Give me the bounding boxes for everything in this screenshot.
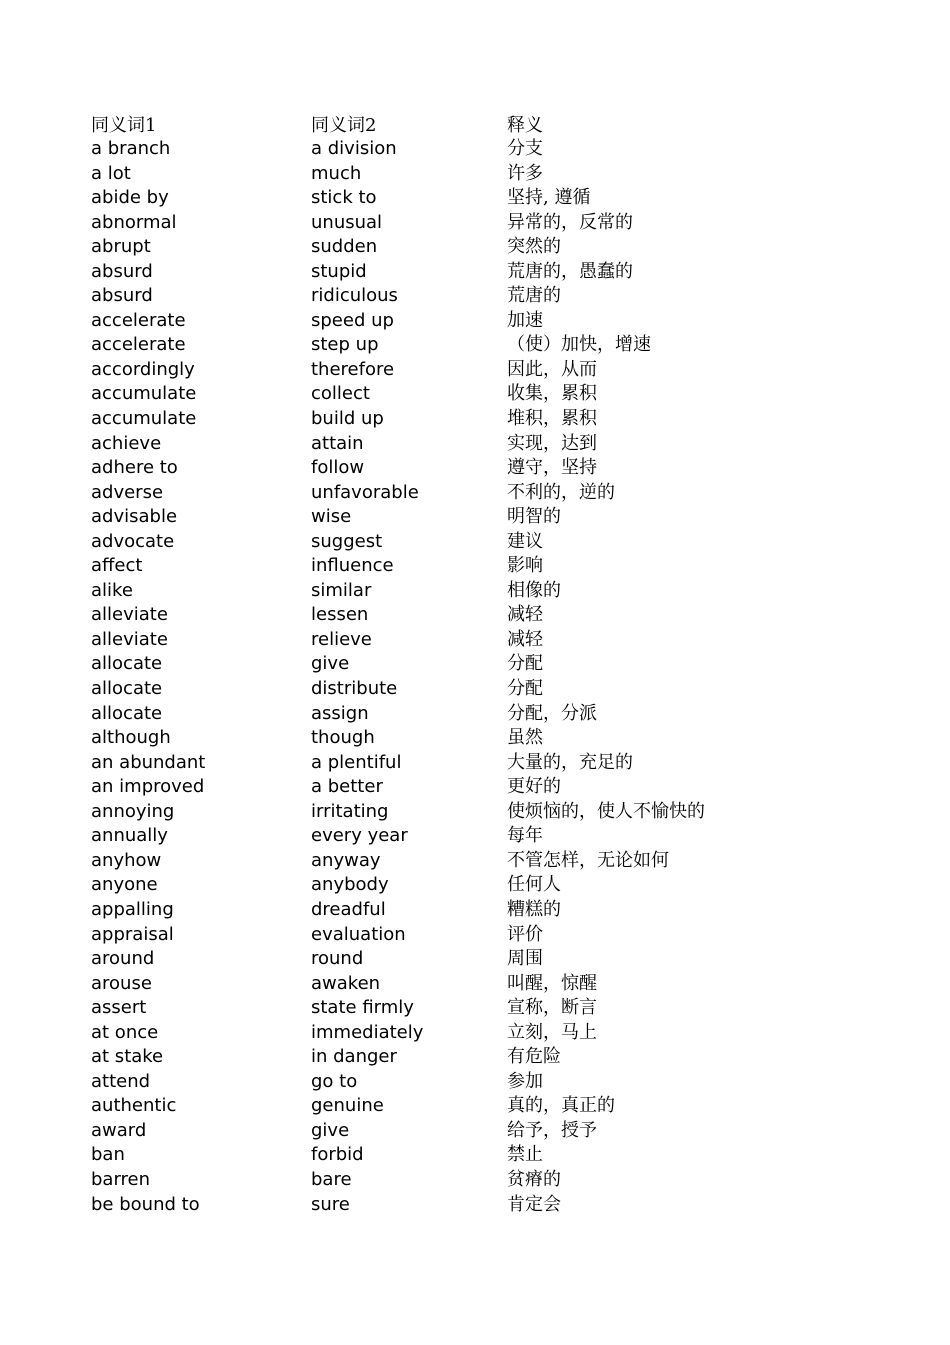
header-synonym-2: 同义词2 <box>311 115 377 136</box>
table-row <box>91 923 791 948</box>
synonym-1-cell: ban <box>91 1144 125 1166</box>
meaning-cell: 堆积，累积 <box>507 408 597 430</box>
synonym-1-cell: allocate <box>91 653 163 675</box>
table-row <box>91 284 791 309</box>
synonym-1-cell: award <box>91 1119 147 1141</box>
synonym-1-cell: assert <box>91 997 147 1019</box>
table-row <box>91 628 791 653</box>
synonym-1-cell: a lot <box>91 162 131 184</box>
meaning-cell: 大量的，充足的 <box>507 751 633 773</box>
synonym-2-cell: stupid <box>311 260 367 282</box>
table-row <box>91 211 791 236</box>
meaning-cell: 不利的，逆的 <box>507 481 615 503</box>
meaning-cell: 评价 <box>507 923 543 945</box>
table-row <box>91 358 791 383</box>
meaning-cell: 周围 <box>507 948 543 970</box>
table-row <box>91 432 791 457</box>
synonym-1-cell: absurd <box>91 285 153 307</box>
meaning-cell: 坚持, 遵循 <box>507 187 591 209</box>
meaning-cell: 立刻，马上 <box>507 1021 597 1043</box>
table-row <box>91 1094 791 1119</box>
meaning-cell: 使烦恼的，使人不愉快的 <box>507 800 705 822</box>
table-row <box>91 800 791 825</box>
synonym-1-cell: abrupt <box>91 236 151 258</box>
synonym-2-cell: much <box>311 162 362 184</box>
synonym-1-cell: adhere to <box>91 457 178 479</box>
table-row <box>91 996 791 1021</box>
synonym-2-cell: unusual <box>311 211 383 233</box>
meaning-cell: 糟糕的 <box>507 898 561 920</box>
table-row <box>91 972 791 997</box>
synonym-1-cell: be bound to <box>91 1193 200 1215</box>
table-row <box>91 873 791 898</box>
table-body <box>91 137 791 1217</box>
synonym-2-cell: anyway <box>311 849 381 871</box>
table-row <box>91 702 791 727</box>
synonym-1-cell: annually <box>91 825 168 847</box>
meaning-cell: 异常的，反常的 <box>507 211 633 233</box>
synonym-2-cell: relieve <box>311 628 372 650</box>
synonym-2-cell: evaluation <box>311 923 406 945</box>
synonym-2-cell: suggest <box>311 530 383 552</box>
synonym-1-cell: accumulate <box>91 383 197 405</box>
synonym-2-cell: similar <box>311 579 372 601</box>
synonym-1-cell: authentic <box>91 1095 177 1117</box>
meaning-cell: 实现，达到 <box>507 432 597 454</box>
table-row <box>91 333 791 358</box>
table-header-row <box>91 115 791 137</box>
meaning-cell: 遵守，坚持 <box>507 457 597 479</box>
table-row <box>91 775 791 800</box>
synonym-2-cell: attain <box>311 432 364 454</box>
table-row <box>91 603 791 628</box>
table-row <box>91 309 791 334</box>
table-row <box>91 849 791 874</box>
synonym-2-cell: wise <box>311 506 352 528</box>
synonym-1-cell: an improved <box>91 776 205 798</box>
meaning-cell: 分配 <box>507 678 543 700</box>
synonym-2-cell: in danger <box>311 1046 397 1068</box>
meaning-cell: 分支 <box>507 138 543 159</box>
table-row <box>91 260 791 285</box>
synonym-2-cell: anybody <box>311 874 389 896</box>
synonym-1-cell: abnormal <box>91 211 177 233</box>
table-row <box>91 751 791 776</box>
synonym-2-cell: a division <box>311 138 397 159</box>
table-row <box>91 947 791 972</box>
synonym-1-cell: appraisal <box>91 923 174 945</box>
table-row <box>91 382 791 407</box>
meaning-cell: 真的，真正的 <box>507 1095 615 1117</box>
table-row <box>91 677 791 702</box>
meaning-cell: 参加 <box>507 1070 543 1092</box>
synonym-1-cell: arouse <box>91 972 152 994</box>
synonym-2-cell: distribute <box>311 678 398 700</box>
synonym-2-cell: unfavorable <box>311 481 419 503</box>
table-row <box>91 186 791 211</box>
synonym-2-cell: therefore <box>311 358 395 380</box>
table-row <box>91 1143 791 1168</box>
table-row <box>91 1168 791 1193</box>
synonym-1-cell: allocate <box>91 702 163 724</box>
synonym-1-cell: appalling <box>91 898 174 920</box>
meaning-cell: 有危险 <box>507 1046 561 1068</box>
synonym-1-cell: annoying <box>91 800 175 822</box>
table-row <box>91 652 791 677</box>
synonym-2-cell: give <box>311 1119 350 1141</box>
meaning-cell: 虽然 <box>507 727 543 749</box>
synonym-2-cell: follow <box>311 457 365 479</box>
meaning-cell: 分配 <box>507 653 543 675</box>
synonym-1-cell: although <box>91 727 171 749</box>
synonym-2-cell: genuine <box>311 1095 384 1117</box>
synonym-2-cell: every year <box>311 825 408 847</box>
meaning-cell: 加速 <box>507 309 543 331</box>
synonym-table <box>91 115 791 1217</box>
synonym-2-cell: ridiculous <box>311 285 398 307</box>
synonym-1-cell: achieve <box>91 432 162 454</box>
synonym-1-cell: accelerate <box>91 334 186 356</box>
table-row <box>91 162 791 187</box>
synonym-1-cell: accordingly <box>91 358 195 380</box>
meaning-cell: 肯定会 <box>507 1193 561 1215</box>
synonym-2-cell: round <box>311 948 364 970</box>
meaning-cell: 突然的 <box>507 236 561 258</box>
meaning-cell: 给予，授予 <box>507 1119 597 1141</box>
table-row <box>91 1070 791 1095</box>
meaning-cell: 影响 <box>507 555 543 577</box>
table-row <box>91 530 791 555</box>
synonym-2-cell: go to <box>311 1070 358 1092</box>
meaning-cell: 叫醒，惊醒 <box>507 972 597 994</box>
meaning-cell: 不管怎样，无论如何 <box>507 849 669 871</box>
meaning-cell: 贫瘠的 <box>507 1168 561 1190</box>
table-row <box>91 505 791 530</box>
synonym-1-cell: advocate <box>91 530 175 552</box>
table-row <box>91 554 791 579</box>
table-row <box>91 1021 791 1046</box>
synonym-2-cell: though <box>311 727 375 749</box>
synonym-1-cell: barren <box>91 1168 151 1190</box>
header-meaning: 释义 <box>507 115 543 136</box>
meaning-cell: 任何人 <box>507 874 561 896</box>
synonym-2-cell: stick to <box>311 187 377 209</box>
synonym-2-cell: awaken <box>311 972 381 994</box>
synonym-1-cell: alleviate <box>91 604 168 626</box>
meaning-cell: 相像的 <box>507 579 561 601</box>
meaning-cell: （使）加快，增速 <box>507 334 651 356</box>
synonym-2-cell: influence <box>311 555 394 577</box>
table-row <box>91 407 791 432</box>
synonym-1-cell: attend <box>91 1070 151 1092</box>
meaning-cell: 减轻 <box>507 628 543 650</box>
synonym-1-cell: alike <box>91 579 133 601</box>
table-row <box>91 1119 791 1144</box>
table-row <box>91 726 791 751</box>
synonym-2-cell: collect <box>311 383 370 405</box>
meaning-cell: 许多 <box>507 162 543 184</box>
synonym-2-cell: give <box>311 653 350 675</box>
meaning-cell: 宣称，断言 <box>507 997 597 1019</box>
meaning-cell: 分配，分派 <box>507 702 597 724</box>
synonym-1-cell: affect <box>91 555 143 577</box>
table-row <box>91 898 791 923</box>
synonym-1-cell: around <box>91 948 155 970</box>
synonym-1-cell: advisable <box>91 506 178 528</box>
meaning-cell: 更好的 <box>507 776 561 798</box>
synonym-2-cell: dreadful <box>311 898 386 920</box>
meaning-cell: 明智的 <box>507 506 561 528</box>
meaning-cell: 减轻 <box>507 604 543 626</box>
synonym-2-cell: lessen <box>311 604 369 626</box>
synonym-1-cell: abide by <box>91 187 169 209</box>
synonym-2-cell: assign <box>311 702 369 724</box>
table-row <box>91 481 791 506</box>
synonym-1-cell: accumulate <box>91 408 197 430</box>
synonym-1-cell: at once <box>91 1021 159 1043</box>
meaning-cell: 建议 <box>507 530 543 552</box>
synonym-2-cell: step up <box>311 334 379 356</box>
synonym-1-cell: allocate <box>91 678 163 700</box>
synonym-2-cell: a better <box>311 776 383 798</box>
synonym-2-cell: irritating <box>311 800 389 822</box>
synonym-2-cell: state firmly <box>311 997 414 1019</box>
table-row <box>91 456 791 481</box>
synonym-1-cell: a branch <box>91 138 171 159</box>
synonym-2-cell: sure <box>311 1193 350 1215</box>
synonym-2-cell: build up <box>311 408 384 430</box>
table-row <box>91 824 791 849</box>
synonym-2-cell: a plentiful <box>311 751 402 773</box>
meaning-cell: 荒唐的 <box>507 285 561 307</box>
meaning-cell: 因此，从而 <box>507 358 597 380</box>
table-row <box>91 137 791 162</box>
synonym-2-cell: speed up <box>311 309 394 331</box>
synonym-2-cell: sudden <box>311 236 378 258</box>
synonym-2-cell: immediately <box>311 1021 424 1043</box>
synonym-1-cell: an abundant <box>91 751 206 773</box>
meaning-cell: 收集，累积 <box>507 383 597 405</box>
synonym-1-cell: at stake <box>91 1046 164 1068</box>
synonym-1-cell: anyone <box>91 874 158 896</box>
meaning-cell: 每年 <box>507 825 543 847</box>
header-synonym-1: 同义词1 <box>91 115 157 136</box>
meaning-cell: 禁止 <box>507 1144 543 1166</box>
synonym-1-cell: anyhow <box>91 849 162 871</box>
synonym-1-cell: accelerate <box>91 309 186 331</box>
table-row <box>91 1045 791 1070</box>
synonym-1-cell: adverse <box>91 481 164 503</box>
synonym-1-cell: absurd <box>91 260 153 282</box>
table-row <box>91 235 791 260</box>
table-row <box>91 1193 791 1218</box>
synonym-2-cell: forbid <box>311 1144 364 1166</box>
table-row <box>91 579 791 604</box>
meaning-cell: 荒唐的，愚蠢的 <box>507 260 633 282</box>
synonym-1-cell: alleviate <box>91 628 168 650</box>
synonym-2-cell: bare <box>311 1168 352 1190</box>
